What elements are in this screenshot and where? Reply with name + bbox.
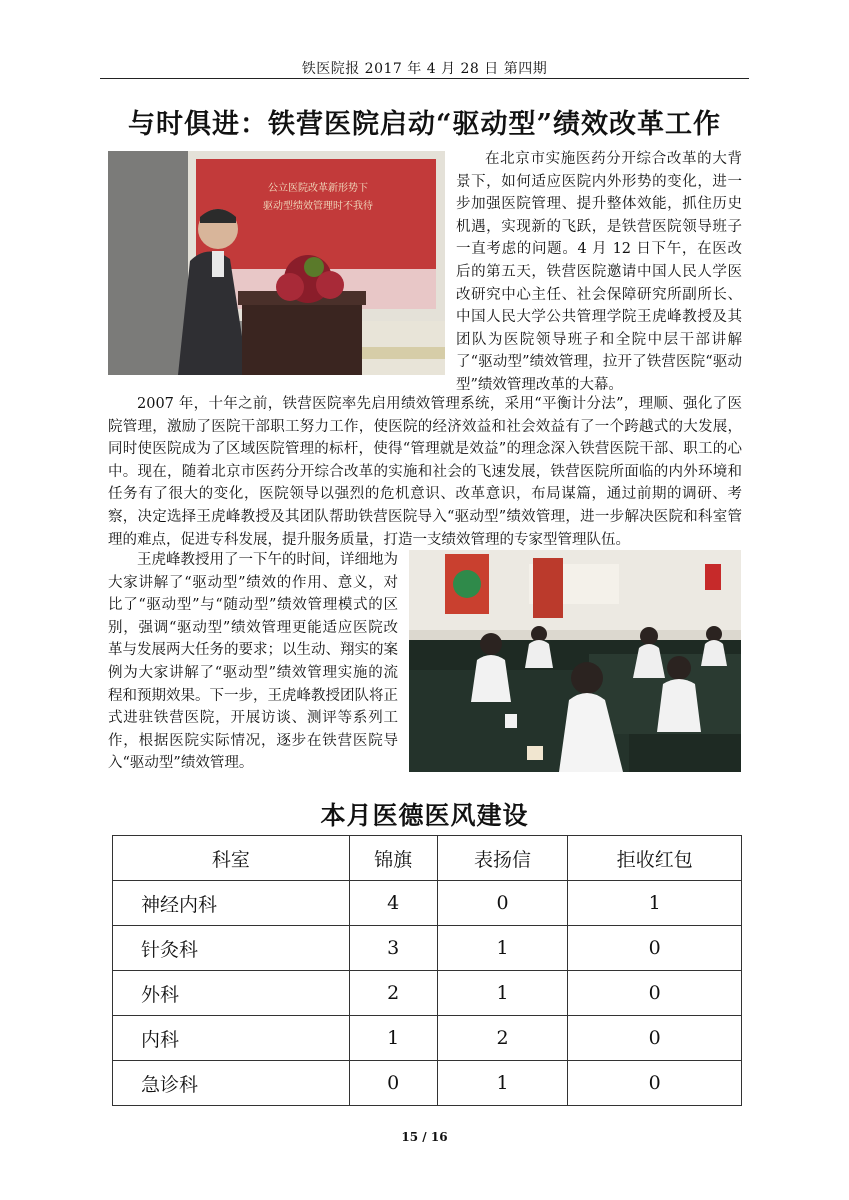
paragraph-lecture: 王虎峰教授用了一下午的时间，详细地为大家讲解了“驱动型”绩效的作用、意义，对比了“驱动型”与“随动型”绩效管理模式的区别，强调“驱动型”绩效管理更能适应医院改革与发展两大任务的要求；以生动、翔实的案例为大家讲解了“驱动型”绩效管理实施的流程和预期效果。下一步，王虎峰教授团队将正式进驻铁营医院，开展访谈、测评等系列工作，根据医院实际情况，逐步在铁营医院导入“驱动型”绩效管理。	[108, 552, 398, 772]
cell-praise-letters: 0	[437, 881, 568, 926]
cell-praise-letters: 1	[437, 1061, 568, 1106]
table-title: 本月医德医风建设	[320, 801, 529, 830]
cell-banners: 2	[349, 971, 437, 1016]
table-row	[113, 971, 742, 1016]
audience-photo	[409, 550, 741, 772]
cell-banners: 0	[349, 1061, 437, 1106]
cell-banners: 1	[349, 1016, 437, 1061]
lecture-photo	[108, 151, 445, 375]
cell-refused-red-envelopes: 0	[568, 971, 742, 1016]
cell-refused-red-envelopes: 1	[568, 881, 742, 926]
table-row	[113, 926, 742, 971]
slide-line-1: 公立医院改革新形势下	[268, 183, 368, 194]
cell-refused-red-envelopes: 0	[568, 1016, 742, 1061]
table-row	[113, 1061, 742, 1106]
newspaper-header: 铁医院报 2017 年 4 月 28 日 第四期	[301, 61, 548, 77]
page-number: 15 / 16	[401, 1130, 448, 1144]
cell-refused-red-envelopes: 0	[568, 1061, 742, 1106]
cell-praise-letters: 2	[437, 1016, 568, 1061]
cell-department: 外科	[113, 971, 350, 1016]
header-divider	[100, 78, 749, 79]
lecture-photo-illustration	[108, 151, 445, 375]
cell-praise-letters: 1	[437, 971, 568, 1016]
cell-refused-red-envelopes: 0	[568, 926, 742, 971]
header-banners: 锦旗	[349, 836, 437, 881]
article-title: 与时俱进：铁营医院启动“驱动型”绩效改革工作	[127, 109, 722, 140]
cell-department: 内科	[113, 1016, 350, 1061]
cell-banners: 4	[349, 881, 437, 926]
header-praise-letters: 表扬信	[437, 836, 568, 881]
cell-department: 针灸科	[113, 926, 350, 971]
cell-department: 神经内科	[113, 881, 350, 926]
paragraph-history: 2007 年，十年之前，铁营医院率先启用绩效管理系统，采用“平衡计分法”，理顺、强化了医院管理，激励了医院干部职工努力工作，使医院的经济效益和社会效益有了一个跨越式的大发展，同时使医院成为了区域医院管理的标杆，使得“管理就是效益”的理念深入铁营医院干部、职工的心中。现在，随着北京市医药分开综合改革的实施和社会的飞速发展，铁营医院所面临的内外环境和任务有了很大的变化，医院领导以强烈的危机意识、改革意识，布局谋篇，通过前期的调研、考察，决定选择王虎峰教授及其团队帮助铁营医院导入“驱动型”绩效管理，进一步解决医院和科室管理的难点，促进专科发展，提升服务质量，打造一支绩效管理的专家型管理队伍。	[108, 396, 742, 548]
table-row	[113, 1016, 742, 1061]
table-header-row	[113, 836, 742, 881]
ethics-stats-table	[112, 835, 742, 1106]
header-department: 科室	[113, 836, 350, 881]
table-row	[113, 881, 742, 926]
paragraph-intro: 在北京市实施医药分开综合改革的大背景下，如何适应医院内外形势的变化，进一步加强医院管理、提升整体效能，抓住历史机遇，实现新的飞跃，是铁营医院领导班子一直考虑的问题。4 月 12 日下午，在医改后的第五天，铁营医院邀请中国人民人学医改研究中心主任、社会保障研究所副所长、中国人民大学公共管理学院王虎峰教授及其团队为医院领导班子和全院中层干部讲解了“驱动型”绩效管理，拉开了铁营医院“驱动型”绩效管理改革的大幕。	[456, 151, 742, 393]
slide-line-2: 驱动型绩效管理时不我待	[263, 201, 373, 212]
cell-department: 急诊科	[113, 1061, 350, 1106]
cell-praise-letters: 1	[437, 926, 568, 971]
audience-photo-illustration	[409, 550, 741, 772]
header-refused-red-envelopes: 拒收红包	[568, 836, 742, 881]
cell-banners: 3	[349, 926, 437, 971]
